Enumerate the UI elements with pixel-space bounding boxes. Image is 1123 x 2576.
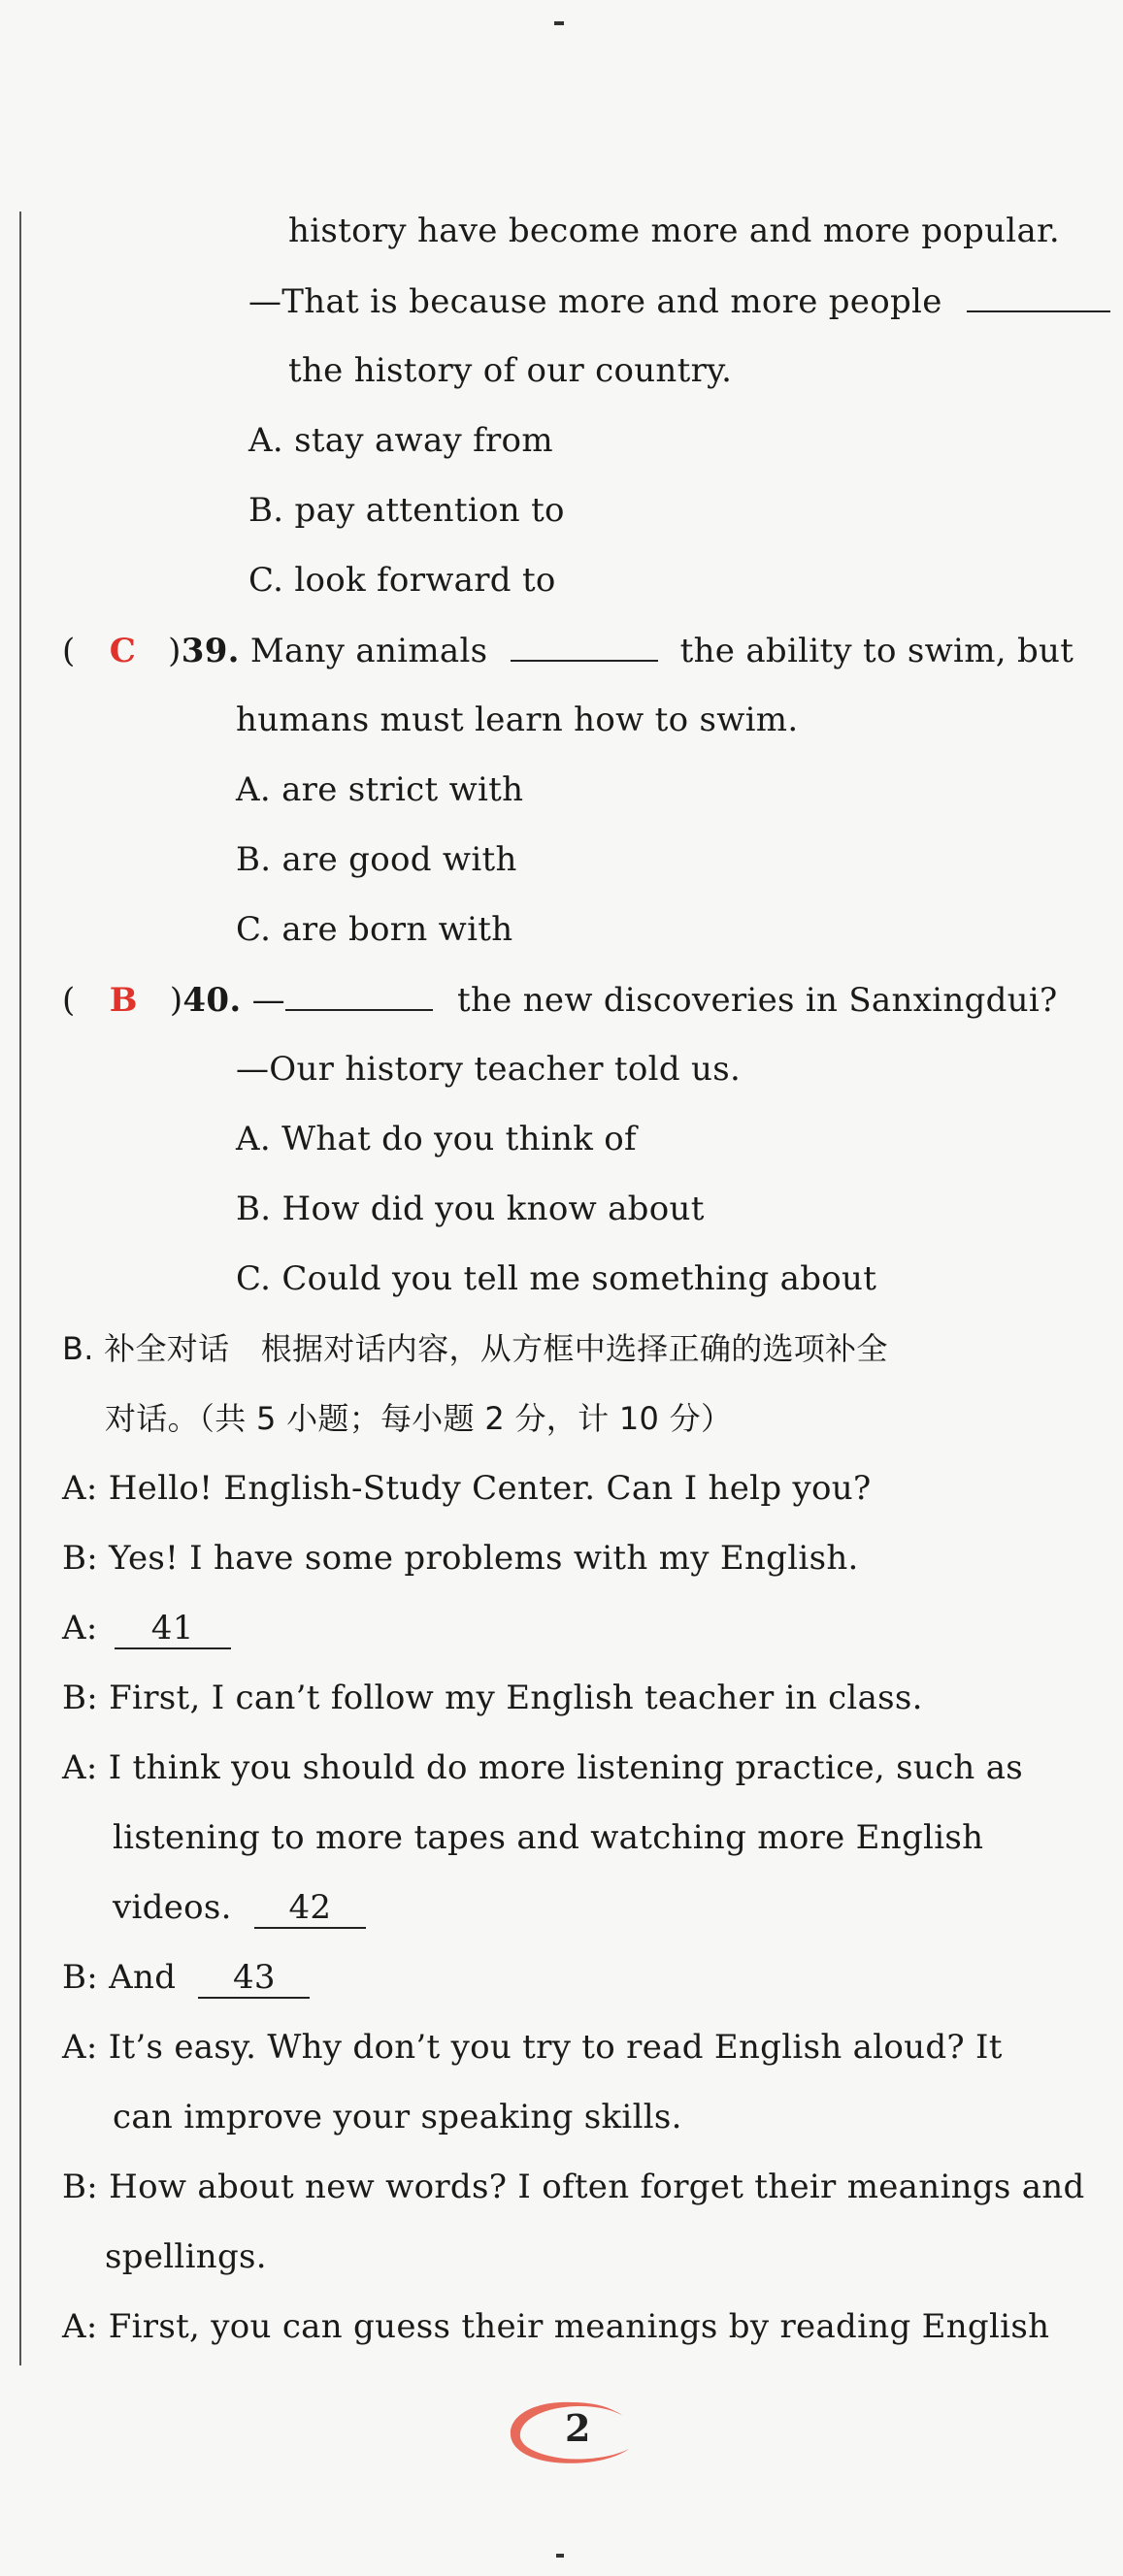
dialogue-line-12: spellings. xyxy=(105,2237,267,2276)
q40-text-b: the new discoveries in Sanxingdui? xyxy=(457,981,1058,1020)
section-b-instructions: 对话。（共 5 小题；每小题 2 分，计 10 分） xyxy=(105,1400,733,1437)
dialogue-line-8 xyxy=(62,1958,310,1999)
q39-answer: C xyxy=(109,632,137,670)
q40-option-c: C. Could you tell me something about xyxy=(236,1259,877,1298)
dialogue-line-7 xyxy=(113,1888,366,1929)
dialogue-line-9: A: It’s easy. Why don’t you try to read English aloud? It xyxy=(62,2028,1003,2067)
q40-answer: B xyxy=(109,981,138,1020)
dialogue-speaker-a: A: xyxy=(62,1609,98,1647)
dialogue-line-1: A: Hello! English-Study Center. Can I help you? xyxy=(62,1469,872,1508)
dialogue-line-2: B: Yes! I have some problems with my English. xyxy=(62,1539,859,1578)
section-b-heading: B. 补全对话 根据对话内容，从方框中选择正确的选项补全 xyxy=(62,1330,888,1367)
q39-option-c: C. are born with xyxy=(236,910,513,949)
page-number xyxy=(505,2395,641,2472)
dialogue-line-3 xyxy=(62,1609,231,1649)
q39-option-a: A. are strict with xyxy=(236,770,524,809)
dialogue-line-4: B: First, I can’t follow my English teacher in class. xyxy=(62,1679,923,1717)
top-crop-mark xyxy=(554,21,564,25)
q40-option-a: A. What do you think of xyxy=(236,1120,637,1158)
q39-number: 39. xyxy=(181,632,240,670)
q38-line2-text: —That is because more and more people xyxy=(248,282,942,321)
q38-answer-blank xyxy=(967,281,1110,312)
q40-answer-blank xyxy=(285,980,433,1011)
dialogue-line-6: listening to more tapes and watching more English xyxy=(113,1818,984,1857)
q40-stem xyxy=(62,980,1058,1020)
q40-number: 40. xyxy=(182,981,242,1020)
q40-paren-close: ) xyxy=(169,981,183,1020)
q38-line3: the history of our country. xyxy=(288,351,733,390)
q40-dash: — xyxy=(251,981,285,1020)
blank-43: 43 xyxy=(198,1958,310,1999)
q40-paren-open: ( xyxy=(62,981,76,1020)
page-number-text: 2 xyxy=(565,2406,591,2450)
dialogue-line-5: A: I think you should do more listening practice, such as xyxy=(62,1748,1024,1787)
q39-text-b: the ability to swim, but xyxy=(679,632,1074,670)
q38-option-c: C. look forward to xyxy=(248,561,556,600)
left-margin-rule xyxy=(19,212,21,2365)
q39-line2: humans must learn how to swim. xyxy=(236,701,799,739)
blank-42: 42 xyxy=(254,1888,366,1929)
dialogue-line-8-text: B: And xyxy=(62,1958,177,1997)
bottom-crop-mark xyxy=(556,2554,564,2558)
q38-line2 xyxy=(248,281,1110,321)
q40-option-b: B. How did you know about xyxy=(236,1190,705,1228)
dialogue-line-10: can improve your speaking skills. xyxy=(113,2098,682,2136)
q39-answer-blank xyxy=(511,631,658,662)
q38-option-a: A. stay away from xyxy=(248,421,553,460)
dialogue-line-7-text: videos. xyxy=(113,1888,232,1927)
dialogue-line-11: B: How about new words? I often forget their meanings and xyxy=(62,2168,1085,2206)
q40-line2: —Our history teacher told us. xyxy=(236,1050,742,1089)
q39-paren-close: ) xyxy=(168,632,182,670)
dialogue-line-13: A: First, you can guess their meanings by reading English xyxy=(62,2307,1050,2346)
q39-option-b: B. are good with xyxy=(236,840,517,879)
blank-41: 41 xyxy=(115,1609,231,1649)
q38-option-b: B. pay attention to xyxy=(248,491,565,530)
q39-text-a: Many animals xyxy=(249,632,488,670)
q39-paren-open: ( xyxy=(62,632,76,670)
q38-line1: history have become more and more popular. xyxy=(288,212,1060,250)
q39-stem xyxy=(62,631,1073,670)
